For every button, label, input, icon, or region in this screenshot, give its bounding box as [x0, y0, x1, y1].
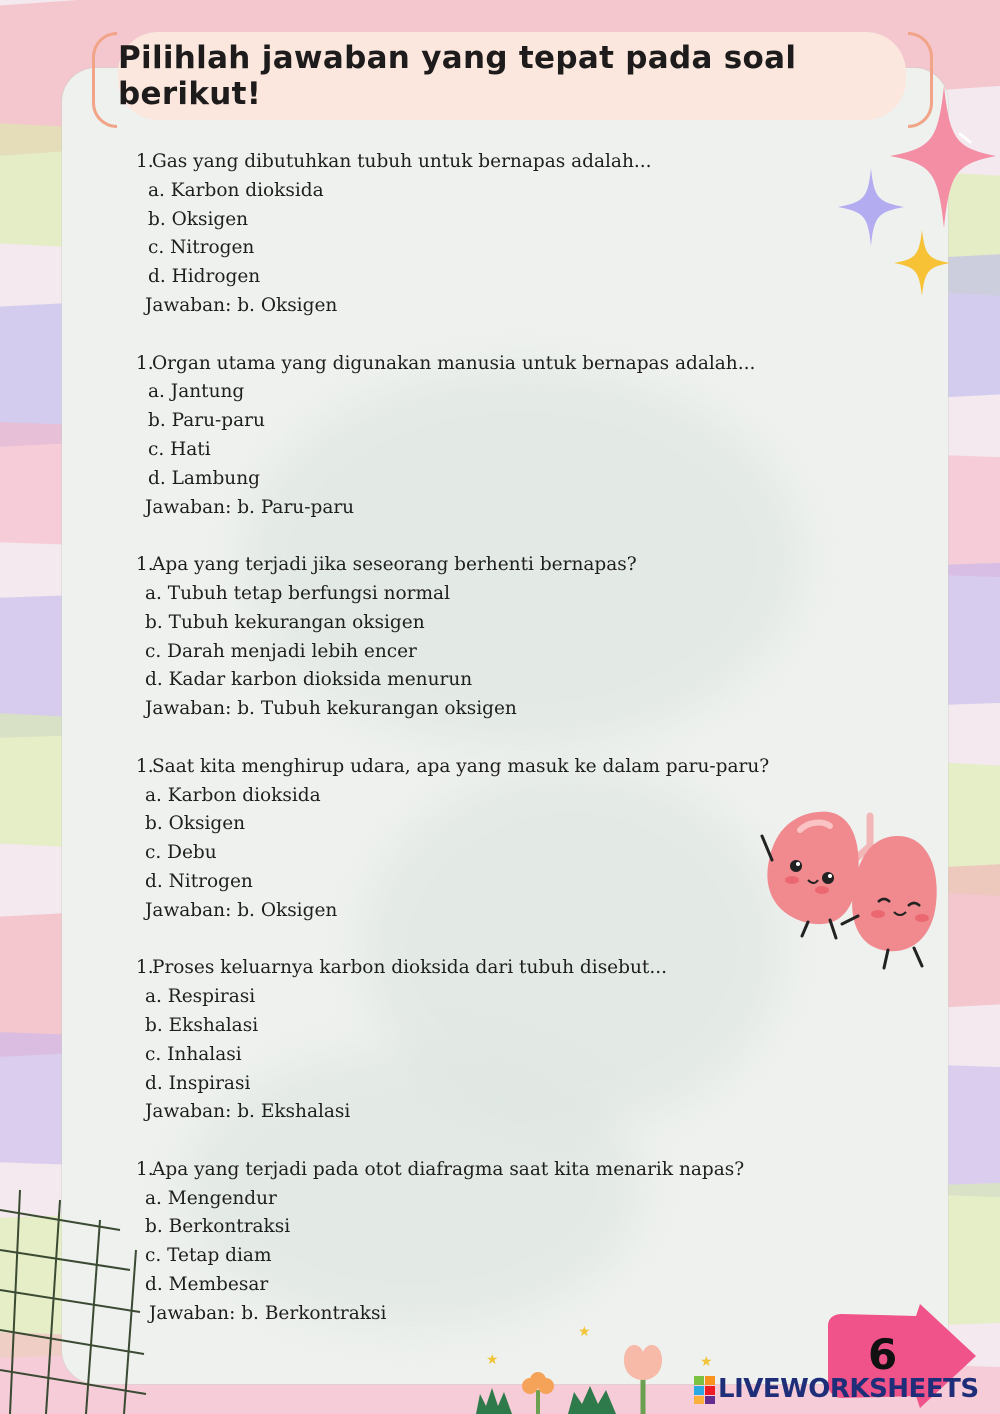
- question-number: 1.: [136, 1158, 154, 1180]
- option-d: d. Lambung: [148, 467, 260, 489]
- option-b: b. Oksigen: [148, 208, 249, 230]
- question-number: 1.: [136, 554, 154, 576]
- star-icon: ★: [700, 1354, 713, 1370]
- option-d: d. Inspirasi: [145, 1072, 251, 1094]
- answer: Jawaban: b. Oksigen: [145, 899, 338, 921]
- star-icon: ★: [578, 1324, 591, 1340]
- question-2: [136, 350, 796, 523]
- option-b: b. Tubuh kekurangan oksigen: [145, 611, 425, 633]
- question-text: Apa yang terjadi pada otot diafragma saat kita menarik napas?: [152, 1158, 745, 1180]
- question-text: Saat kita menghirup udara, apa yang masuk ke dalam paru-paru?: [152, 755, 770, 777]
- option-a: a. Karbon dioksida: [148, 179, 324, 201]
- answer: Jawaban: b. Berkontraksi: [149, 1302, 387, 1324]
- question-4: [136, 753, 796, 926]
- question-number: 1.: [136, 755, 154, 777]
- question-text: Organ utama yang digunakan manusia untuk bernapas adalah...: [152, 352, 756, 374]
- question-3: [136, 551, 796, 724]
- option-b: b. Paru-paru: [148, 410, 265, 432]
- option-c: c. Inhalasi: [145, 1043, 242, 1065]
- answer: Jawaban: b. Paru-paru: [145, 496, 355, 518]
- answer: Jawaban: b. Oksigen: [145, 294, 338, 316]
- option-a: a. Mengendur: [145, 1187, 277, 1209]
- option-d: d. Hidrogen: [148, 266, 261, 288]
- option-a: a. Tubuh tetap berfungsi normal: [145, 582, 450, 604]
- flower-icon: [620, 1340, 666, 1414]
- option-d: d. Membesar: [145, 1274, 269, 1296]
- option-d: d. Nitrogen: [145, 870, 253, 892]
- option-d: d. Kadar karbon dioksida menurun: [145, 669, 473, 691]
- title-banner: [118, 32, 906, 120]
- question-number: 1.: [136, 151, 154, 172]
- answer: Jawaban: b. Tubuh kekurangan oksigen: [145, 698, 517, 720]
- flower-icon: [520, 1372, 556, 1414]
- answer: Jawaban: b. Ekshalasi: [145, 1101, 351, 1123]
- title-bracket-left: [92, 32, 117, 128]
- option-c: c. Nitrogen: [148, 237, 255, 259]
- liveworksheets-logo-icon: [694, 1376, 716, 1404]
- question-number: 1.: [136, 957, 154, 979]
- option-a: a. Karbon dioksida: [145, 784, 321, 806]
- option-c: c. Hati: [148, 438, 211, 460]
- question-text: Gas yang dibutuhkan tubuh untuk bernapas adalah...: [152, 151, 652, 172]
- page-number: 6: [868, 1330, 898, 1379]
- brand-logo-text[interactable]: LIVEWORKSHEETS: [718, 1374, 979, 1404]
- question-6: [136, 1156, 796, 1329]
- option-a: a. Respirasi: [145, 986, 256, 1008]
- sparkle-yellow-icon: [892, 228, 952, 298]
- option-b: b. Oksigen: [145, 813, 246, 835]
- question-5: [136, 954, 796, 1127]
- question-1: [136, 148, 796, 321]
- option-c: c. Darah menjadi lebih encer: [145, 640, 417, 662]
- question-text: Apa yang terjadi jika seseorang berhenti bernapas?: [152, 554, 637, 576]
- option-b: b. Berkontraksi: [145, 1216, 291, 1238]
- lungs-mascot-icon: [758, 806, 948, 986]
- question-number: 1.: [136, 352, 154, 374]
- option-c: c. Tetap diam: [145, 1245, 272, 1267]
- option-c: c. Debu: [145, 842, 217, 864]
- grass-icon: [568, 1380, 616, 1414]
- grid-doodle-icon: [0, 1190, 150, 1414]
- page-title: Pilihlah jawaban yang tepat pada soal berikut!: [118, 40, 797, 112]
- option-b: b. Ekshalasi: [145, 1014, 259, 1036]
- grass-icon: [476, 1384, 512, 1414]
- star-icon: ★: [486, 1352, 499, 1368]
- option-a: a. Jantung: [148, 381, 245, 403]
- question-list: [136, 148, 796, 1357]
- question-text: Proses keluarnya karbon dioksida dari tubuh disebut...: [152, 957, 667, 979]
